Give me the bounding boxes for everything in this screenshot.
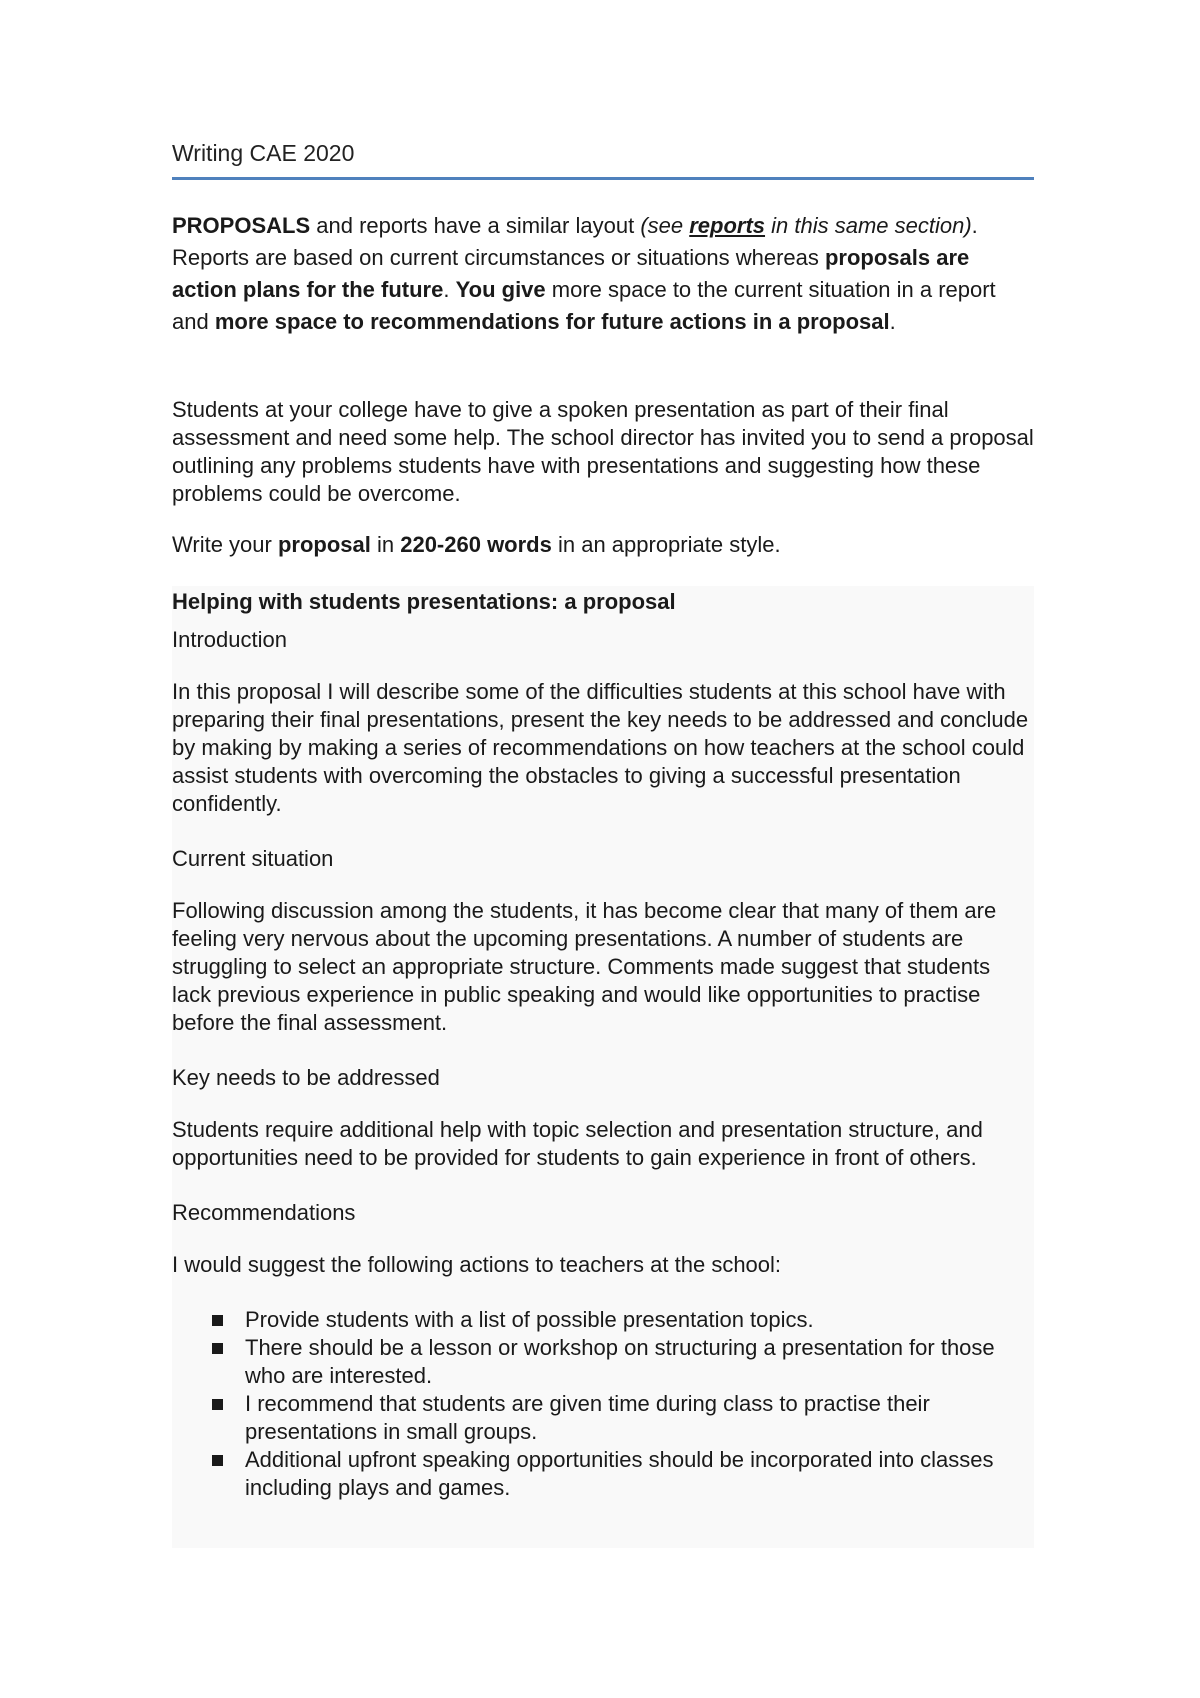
task-paragraph: Students at your college have to give a spoken presentation as part of their final assessment and need some help. The school director has invited you to send a proposal outlining any problems students have with presentations and suggesting how these problems could be overcome. <box>172 397 1034 506</box>
intro-bold-action-plans: proposals are action plans for the future <box>172 245 970 302</box>
intro-paragraph <box>172 210 1034 338</box>
reports-link[interactable]: reports <box>689 213 766 238</box>
intro-italic-section: in this same section) <box>765 213 972 238</box>
recommendations-list <box>172 1306 1034 1502</box>
intro-text-1: and reports have a similar layout <box>310 213 641 238</box>
introduction-heading: Introduction <box>172 627 287 652</box>
list-item <box>212 1390 1034 1446</box>
square-bullet-icon <box>212 1343 223 1354</box>
recommendation-text: Additional upfront speaking opportunities should be incorporated into classes including plays and games. <box>245 1447 994 1500</box>
model-title: Helping with students presentations: a proposal <box>172 589 676 614</box>
instruction-bold-proposal: proposal <box>277 532 371 557</box>
instruction-bold-word-count: 220-260 words <box>400 532 552 557</box>
list-item <box>212 1446 1034 1502</box>
recommendation-text: There should be a lesson or workshop on structuring a presentation for those who are interested. <box>245 1335 995 1388</box>
recommendation-text: Provide students with a list of possible presentation topics. <box>245 1307 814 1332</box>
list-item <box>212 1306 1034 1334</box>
recommendations-heading: Recommendations <box>172 1200 356 1225</box>
current-situation-heading: Current situation <box>172 846 334 871</box>
intro-text-5: . <box>889 309 896 334</box>
key-needs-paragraph: Students require additional help with topic selection and presentation structure, and opportunities need to be provided for students to gain experience in front of others. <box>172 1117 983 1170</box>
intro-text-2: . Reports are based on current circumstances or situations whereas <box>172 213 978 270</box>
intro-bold-proposals: PROPOSALS <box>172 213 311 238</box>
intro-bold-you-give: You give <box>455 277 546 302</box>
intro-text-3: . <box>443 277 456 302</box>
instruction-text-3: in an appropriate style. <box>551 532 781 557</box>
square-bullet-icon <box>212 1315 223 1326</box>
instruction-line <box>172 532 781 558</box>
intro-italic-see: (see <box>640 213 690 238</box>
intro-bold-recommendations: more space to recommendations for future actions in a proposal <box>214 309 890 334</box>
intro-text-4: more space to the current situation in a report and <box>172 277 996 334</box>
key-needs-heading: Key needs to be addressed <box>172 1065 440 1090</box>
title-underline-rule <box>172 177 1034 180</box>
current-situation-paragraph: Following discussion among the students, it has become clear that many of them are feeling very nervous about the upcoming presentations. A number of students are struggling to select an appropriate structure. Comments made suggest that students lack previous experience in public speaking and would like opportunities to practise before the final assessment. <box>172 898 997 1035</box>
introduction-paragraph: In this proposal I will describe some of the difficulties students at this school have with preparing their final presentations, present the key needs to be addressed and conclude by making by making a series of recommendations on how teachers at the school could assist students with overcoming the obstacles to giving a successful presentation confidently. <box>172 679 1029 816</box>
document-title: Writing CAE 2020 <box>172 140 355 166</box>
recommendation-text: I recommend that students are given time during class to practise their presentations in small groups. <box>245 1391 930 1444</box>
model-answer <box>172 588 1034 1502</box>
list-item <box>212 1334 1034 1390</box>
square-bullet-icon <box>212 1455 223 1466</box>
instruction-text-1: Write your <box>172 532 278 557</box>
recommendations-intro: I would suggest the following actions to teachers at the school: <box>172 1252 782 1277</box>
square-bullet-icon <box>212 1399 223 1410</box>
instruction-text-2: in <box>370 532 401 557</box>
